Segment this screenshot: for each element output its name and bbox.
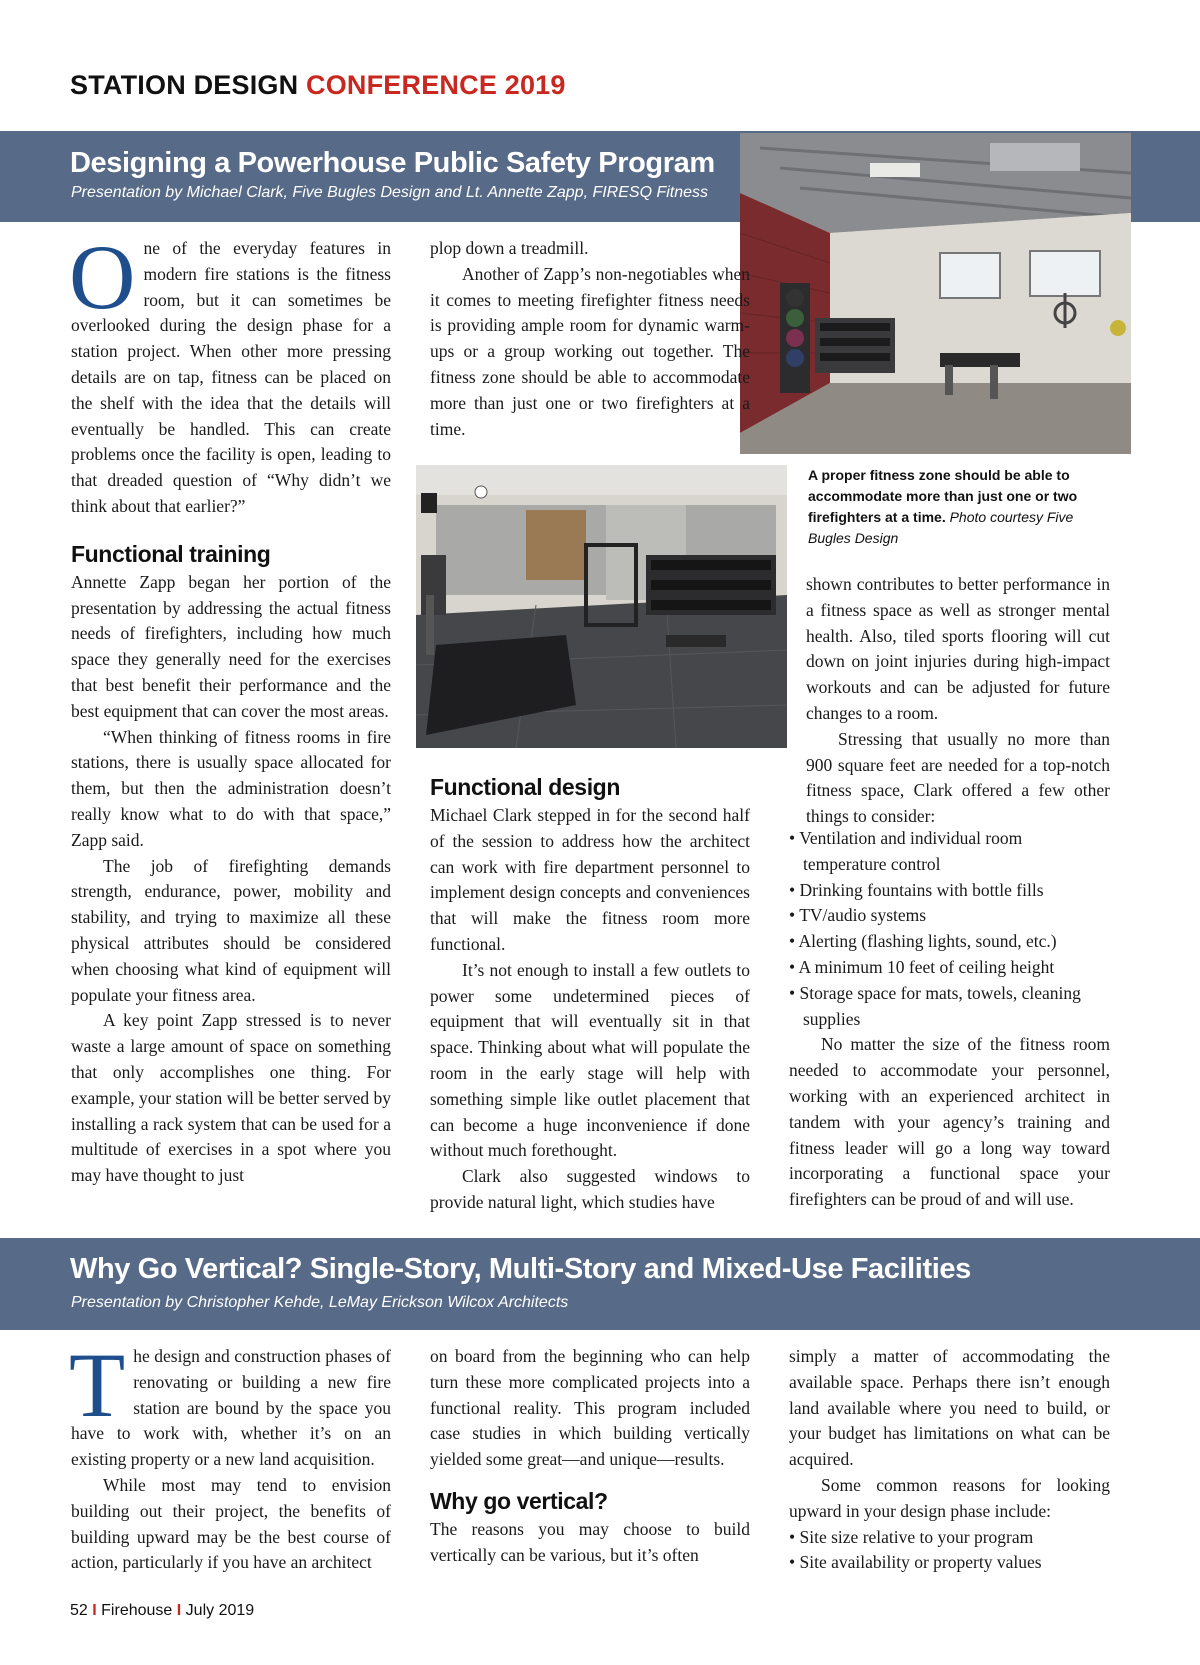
paragraph: plop down a treadmill. [430, 238, 589, 258]
bullet-item: • TV/audio systems [789, 905, 927, 926]
article1-column-3-bottom [789, 826, 1110, 1213]
paragraph: “When thinking of fitness rooms in fire stations, there is usually space allocated for them, but then the administration doesn’t really know what to do with that space,” Zapp said. [71, 726, 391, 850]
dropcap-t: T [69, 1334, 126, 1436]
caption-text: A proper fitness zone should be able to accommodate more than just one or two firefighters at a time. [808, 467, 1078, 525]
paragraph: Michael Clark stepped in for the second half of the session to address how the architect can work with fire department personnel to implement design concepts and conveniences that will make the fitness room more functional. [430, 805, 750, 954]
paragraph: Another of Zapp’s non-negotiables when it comes to meeting firefighter fitness needs is providing ample room for dynamic warm-ups or a group working out together. The fitness zone should be able to accommodate more than just one or two firefighters at a time. [430, 263, 750, 439]
paragraph: The job of firefighting demands strength, endurance, power, mobility and stability, and trying to maximize all these physical attributes should be considered when choosing what kind of equipment will populate your fitness area. [71, 855, 391, 1005]
article1-intro-text: ne of the everyday features in modern fire stations is the fitness room, but it can sometimes be overlooked during the design phase for a station project. When other more pressing details are on tap, fitness can be placed on the shelf with the idea that the details will eventually be handled. This can create problems once the facility is open, leading to that dreaded question of “Why didn’t we think about that earlier?” [71, 238, 391, 516]
magazine-name: Firehouse [101, 1602, 173, 1619]
paragraph: It’s not enough to install a few outlets to power some undetermined pieces of equipment that will eventually sit in that space. Thinking about what will populate the room in the early stage will help with something simple like outlet placement that can become a huge inconvenience if done without much forethought. [430, 959, 750, 1161]
separator: I [92, 1602, 97, 1619]
paragraph: simply a matter of accommodating the available space. Perhaps there isn’t enough land available where you need to build, or your budget has limitations on what can be acquired. [789, 1346, 1110, 1470]
paragraph: on board from the beginning who can help turn these more complicated projects into a functional reality. This program included case studies in which building vertically yielded some great—and unique—results. [430, 1346, 750, 1470]
paragraph: Some common reasons for looking upward in your design phase include: [789, 1474, 1110, 1521]
paragraph: While most may tend to envision building out their project, the benefits of building upward may be the best course of action, particularly if you have an architect [71, 1474, 391, 1573]
bullet-item: • Ventilation and individual room temperature control [789, 828, 1023, 874]
article1-title: Designing a Powerhouse Public Safety Program [70, 147, 715, 179]
paragraph: Annette Zapp began her portion of the presentation by addressing the actual fitness needs of firefighters, including how much space they generally need for the exercises that best benefit their performance and the best equipment that can cover the most areas. [71, 571, 391, 721]
article1-intro [69, 226, 391, 520]
issue-date: July 2019 [185, 1602, 255, 1619]
page-footer [70, 1602, 254, 1620]
separator: I [176, 1602, 182, 1619]
article2-byline: Presentation by Christopher Kehde, LeMay Erickson Wilcox Architects [71, 1294, 569, 1311]
paragraph: The reasons you may choose to build vertically can be various, but it’s often [430, 1518, 750, 1565]
photo-fitness-room-treadmill-image [416, 465, 787, 748]
dropcap-o: O [69, 226, 136, 328]
paragraph: A key point Zapp stressed is to never waste a large amount of space on something that only accomplishes one thing. For example, your station will be better served by installing a rack system that can be used for a multitude of exercises in a spot where you may have thought to just [71, 1010, 391, 1186]
paragraph: Stressing that usually no more than 900 square feet are needed for a top-notch fitness space, Clark offered a few other things to consider: [806, 728, 1110, 827]
article1-byline: Presentation by Michael Clark, Five Bugles Design and Lt. Annette Zapp, FIRESQ Fitness [71, 184, 709, 201]
article2-column-3 [789, 1344, 1110, 1576]
caption-credit: Photo courtesy Five Bugles Design [808, 509, 1074, 546]
article2-intro-text: he design and construction phases of renovating or building a new fire station are bound by the space you have to work with, whether it’s on an existing property or a new land acquisition. [71, 1346, 391, 1470]
article1-column-1 [69, 226, 391, 1189]
paragraph: shown contributes to better performance in a fitness space as well as stronger mental health. Also, tiled sports flooring will cut down on joint injuries during high-impact workouts and can be adjusted for future changes to a room. [806, 574, 1110, 723]
kicker-part1: STATION DESIGN [70, 70, 299, 100]
heading-functional-design: Functional design [430, 774, 620, 800]
section-kicker [70, 70, 566, 101]
bullet-item: • Storage space for mats, towels, cleaning supplies [789, 982, 1081, 1029]
bullet-item: • Drinking fountains with bottle fills [789, 879, 1044, 900]
heading-functional-training: Functional training [71, 540, 271, 567]
article1-column-2-bottom [430, 773, 750, 1216]
bullet-item: • Alerting (flashing lights, sound, etc.) [789, 931, 1057, 952]
heading-why-go-vertical: Why go vertical? [430, 1487, 608, 1514]
photo-fitness-room-weights [740, 133, 1131, 454]
article2-column-1 [69, 1334, 391, 1576]
bullet-item: • Site availability or property values [789, 1552, 1042, 1573]
bullet-item: • Site size relative to your program [789, 1526, 1034, 1547]
photo-fitness-room-treadmill [416, 465, 787, 748]
article2-title: Why Go Vertical? Single-Story, Multi-Story and Mixed-Use Facilities [70, 1253, 971, 1285]
article1-column-3-top [806, 572, 1110, 830]
paragraph: Clark also suggested windows to provide natural light, which studies have [430, 1166, 750, 1212]
photo-fitness-room-weights-image [740, 133, 1131, 454]
article2-intro [69, 1334, 391, 1473]
paragraph: No matter the size of the fitness room needed to accommodate your personnel, working with an experienced architect in tandem with your agency’s training and fitness leader will go a long way toward incorporating a functional space your firefighters can be proud of and will use. [789, 1034, 1110, 1210]
article2-column-2 [430, 1344, 750, 1569]
page-number: 52 [70, 1602, 88, 1619]
article2-title-band [0, 1238, 1200, 1330]
article1-column-2-top [430, 236, 750, 442]
photo-caption [808, 465, 1108, 549]
bullet-item: • A minimum 10 feet of ceiling height [789, 956, 1055, 977]
kicker-part2: CONFERENCE 2019 [306, 70, 566, 100]
